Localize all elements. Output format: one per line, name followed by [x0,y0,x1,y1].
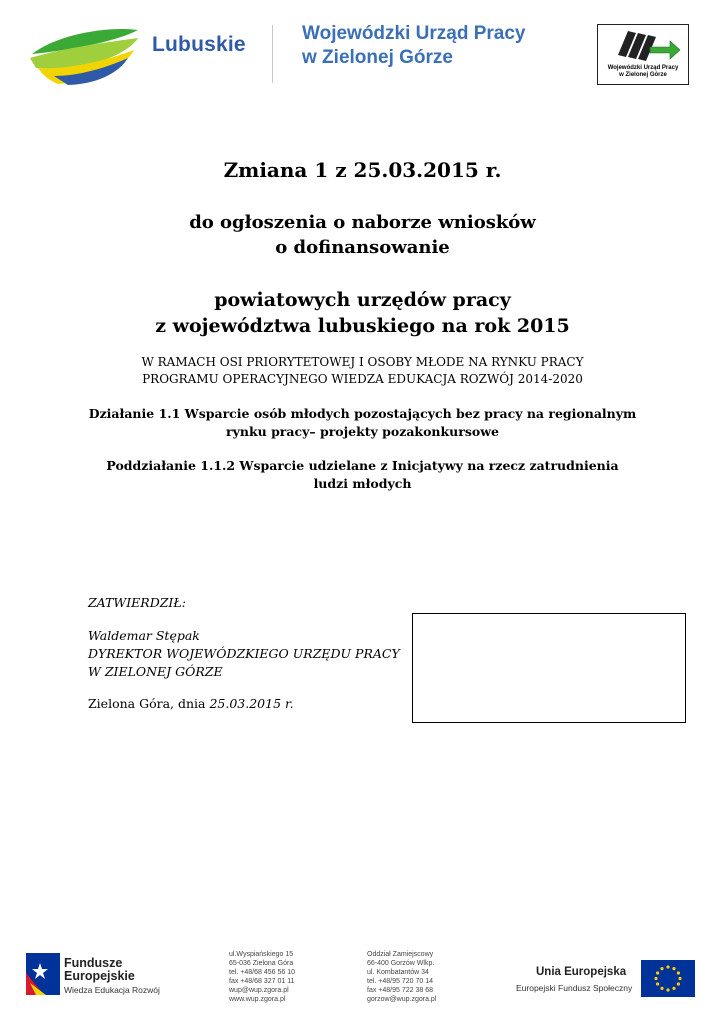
signature-box [412,613,686,723]
program-line2: PROGRAMU OPERACYJNEGO WIEDZA EDUKACJA ROZWÓJ 2014-2020 [142,372,583,386]
address-main [229,950,295,1004]
region-name: Lubuskie [152,33,246,56]
address-branch-line: Oddział Zamiejscowy [367,951,434,958]
subaction-line1: Poddziałanie 1.1.2 Wsparcie udzielane z Inicjatywy na rzecz zatrudnienia [106,458,619,473]
header-divider [272,25,273,83]
address-branch [367,950,436,1004]
document-subtitle [0,210,725,260]
approver-position-line1: DYREKTOR WOJEWÓDZKIEGO URZĘDU PRACY [88,646,400,661]
office-name [302,22,526,70]
wup-logo-caption-line1: Wojewódzki Urząd Pracy [607,65,679,71]
address-main-line: wup@wup.zgora.pl [229,987,289,994]
fe-name-line2: Europejskie [64,969,135,983]
eu-title: Unia Europejska [536,966,627,978]
lubuskie-logo-icon [28,24,140,86]
fundusze-europejskie-logo-icon [26,951,60,997]
action-line1: Działanie 1.1 Wsparcie osób młodych pozostających bez pracy na regionalnym [88,406,637,421]
place-date [88,696,294,711]
approver-block [88,627,400,681]
program-line1: W RAMACH OSI PRIORYTETOWEJ I OSOBY MŁODE NA RYNKU PRACY [141,355,584,369]
subaction-line2: ludzi młodych [313,476,412,491]
address-branch-line: gorzow@wup.zgora.pl [367,996,437,1003]
document-subject [0,287,725,339]
address-main-line: tel. +48/68 456 56 10 [229,969,295,976]
action-info [0,405,725,441]
subject-line1: powiatowych urzędów pracy [214,289,511,311]
approval-date: 25.03.2015 r. [209,696,294,711]
subtitle-line1: do ogłoszenia o naborze wniosków [189,212,536,233]
wup-arrow-icon [598,25,688,67]
approver-name: Waldemar Stępak [88,628,200,643]
subaction-info [0,457,725,493]
eu-subtitle: Europejski Fundusz Społeczny [516,983,633,993]
address-main-line: 65-036 Zielona Góra [229,960,294,967]
address-main-line: ul.Wyspiańskiego 15 [229,951,294,958]
subtitle-line2: o dofinansowanie [275,237,450,258]
eu-flag-icon [641,960,695,997]
wup-logo-caption [597,65,689,79]
fe-name-line1: Fundusze [64,956,123,970]
approval-label: ZATWIERDZIŁ: [88,595,186,610]
subject-line2: z województwa lubuskiego na rok 2015 [155,315,570,337]
office-name-line1: Wojewódzki Urząd Pracy [302,23,526,44]
fe-name [64,957,135,983]
address-branch-line: fax +48/95 722 38 68 [367,987,433,994]
program-info [0,354,725,388]
document-title: Zmiana 1 z 25.03.2015 r. [223,158,502,182]
fe-subtitle: Wiedza Edukacja Rozwój [64,985,160,995]
office-name-line2: w Zielonej Górze [302,47,453,68]
address-branch-line: tel. +48/95 720 70 14 [367,978,433,985]
address-branch-line: 66-400 Gorzów Wlkp. [367,960,435,967]
approver-position-line2: W ZIELONEJ GÓRZE [88,664,223,679]
address-main-line: www.wup.zgora.pl [229,996,286,1003]
wup-logo-caption-line2: w Zielonej Górze [619,72,667,78]
address-main-line: fax +48/68 327 01 11 [229,978,295,985]
place-prefix: Zielona Góra, dnia [88,696,210,711]
action-line2: rynku pracy– projekty pozakonkursowe [226,424,499,439]
address-branch-line: ul. Kombatantów 34 [367,969,429,976]
